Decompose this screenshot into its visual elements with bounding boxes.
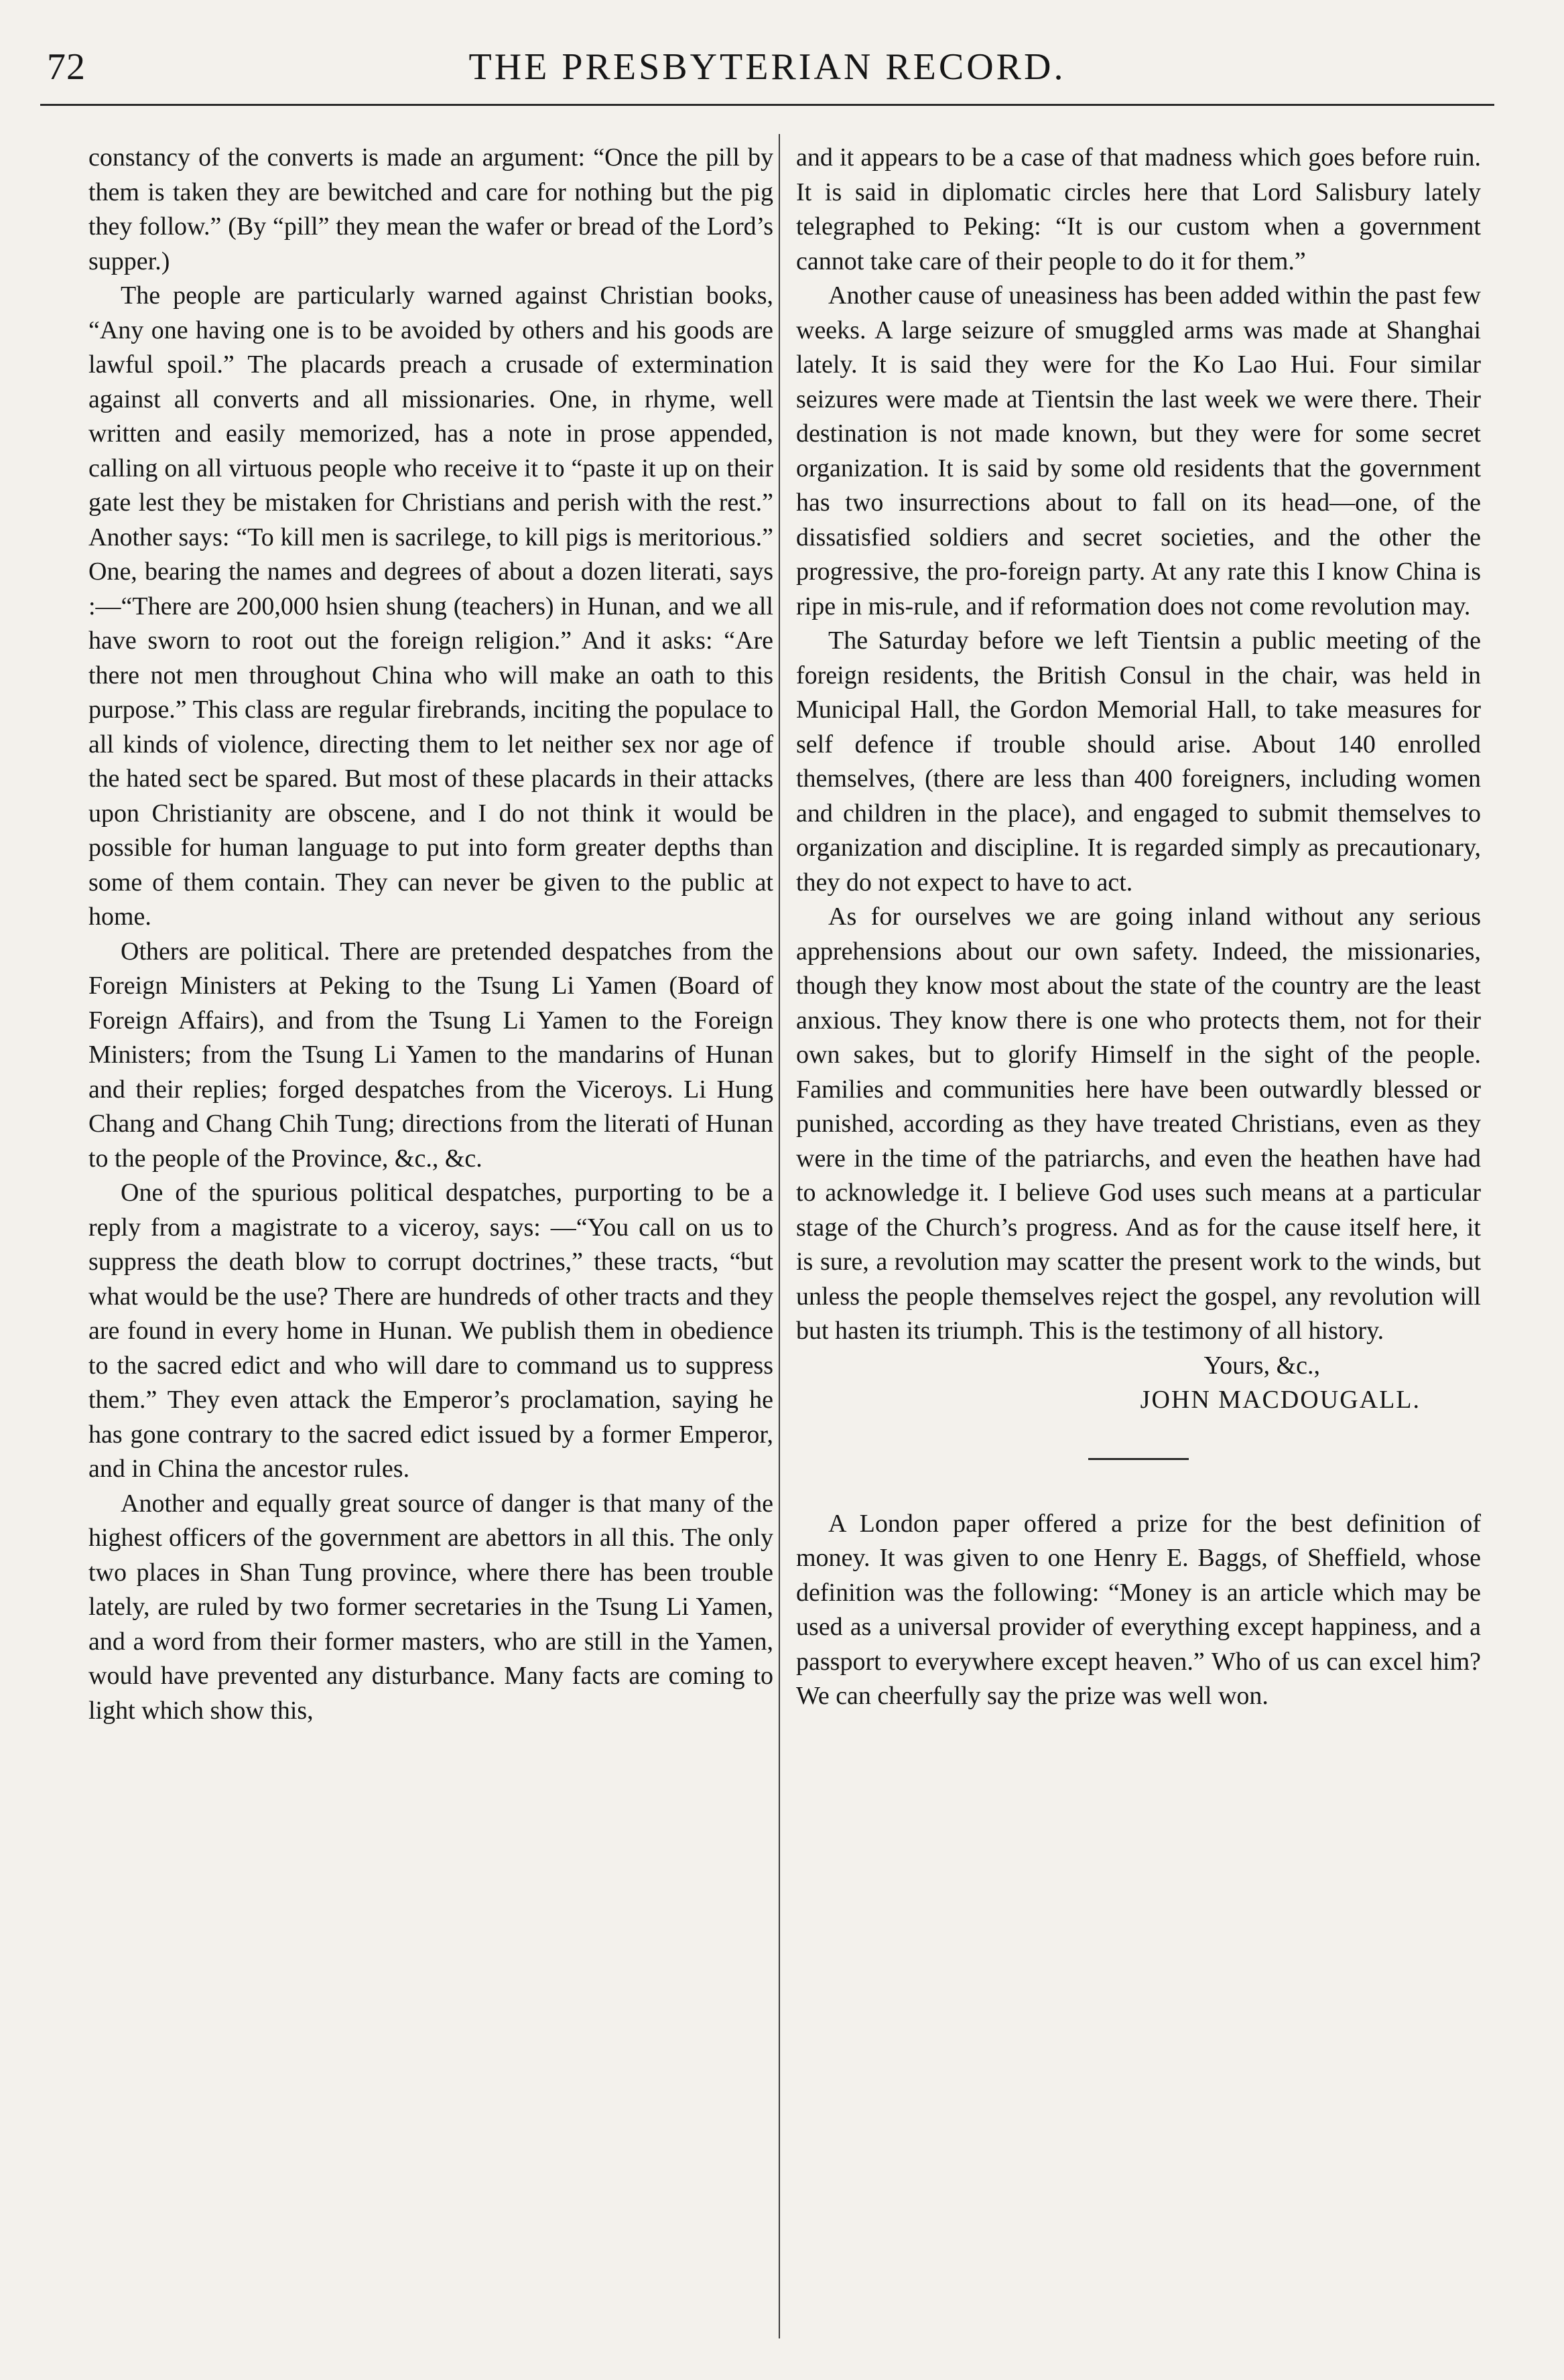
money-definition-note: A London paper offered a prize for the best definition of money. It was given to one Henry E. Baggs, of Sheffield, whose definition was the following: “Money is an article which may be used as a universal provider of everything except happiness, and a passport to everywhere except heaven.” Who of us can excel him? We can cheerfully say the prize was well won. — [796, 1509, 1481, 1710]
paragraph: and it appears to be a case of that madness which goes before ruin. It is said in diplomatic circles here that Lord Salisbury lately telegraphed to Peking: “It is our custom when a government cannot take care of their people to do it for them.” — [796, 143, 1481, 275]
paragraph: Another cause of uneasiness has been added within the past few weeks. A large seizure of smuggled arms was made at Shanghai lately. It is said they were for the Ko Lao Hui. Four similar seizures were made at Tientsin the last week we were there. Their destination is not made known, but they were for some secret organization. It is said by some old residents that the government has two insurrections about to fall on its head—one, of the dissatisfied soldiers and secret societies, and the other the progressive, the pro-foreign party. At any rate this I know China is ripe in mis-rule, and if reformation does not come revolution may. — [796, 281, 1481, 620]
right-column — [796, 141, 1481, 1714]
paragraph: The people are particularly warned against Christian books, “Any one having one is to be avoided by others and his goods are lawful spoil.” The placards preach a crusade of extermination against all converts and all missionaries. One, in rhyme, well written and easily memorized, has a note in prose appended, calling on all virtuous people who receive it to “paste it up on their gate lest they be mistaken for Christians and perish with the rest.” Another says: “To kill men is sacrilege, to kill pigs is meritorious.” One, bearing the names and degrees of about a dozen literati, says :—“There are 200,000 hsien shung (teachers) in Hunan, and we all have sworn to root out the foreign religion.” And it asks: “Are there not men throughout China who will make an oath to this purpose.” This class are regular firebrands, inciting the populace to all kinds of violence, directing them to let neither sex nor age of the hated sect be spared. But most of these placards in their attacks upon Christianity are obscene, and I do not think it would be possible for human language to put into form greater depths than some of them contain. They can never be given to the public at home. — [88, 281, 773, 931]
left-column — [88, 141, 773, 1728]
header-rule — [40, 104, 1494, 106]
letter-signature: JOHN MACDOUGALL. — [1140, 1386, 1421, 1414]
column-divider — [779, 134, 780, 2338]
paragraph: constancy of the converts is made an argument: “Once the pill by them is taken they are bewitched and care for nothing but the pig they follow.” (By “pill” they mean the wafer or bread of the Lord’s supper.) — [88, 143, 773, 275]
section-divider — [1088, 1458, 1189, 1460]
paragraph: One of the spurious political despatches, purporting to be a reply from a magistrate to a viceroy, says: —“You call on us to suppress the death blow to corrupt doctrines,” these tracts, “but what would be the use? There are hundreds of other tracts and they are found in every home in Hunan. We publish them in obedience to the sacred edict and who will dare to command us to suppress them.” They even attack the Emperor’s proclamation, saying he has gone contrary to the sacred edict issued by a former Emperor, and in China the ancestor rules. — [88, 1179, 773, 1483]
journal-title: THE PRESBYTERIAN RECORD. — [468, 46, 1066, 88]
paragraph: Another and equally great source of danger is that many of the highest officers of the government are abettors in all this. The only two places in Shan Tung province, where there has been trouble lately, are ruled by two former secretaries in the Tsung Li Yamen, and a word from their former masters, who are still in the Yamen, would have prevented any disturbance. Many facts are coming to light which show this, — [88, 1489, 773, 1725]
page-number: 72 — [47, 46, 86, 88]
page-header — [40, 27, 1494, 101]
letter-closing: Yours, &c., — [1203, 1351, 1320, 1380]
paragraph: Others are political. There are pretended despatches from the Foreign Ministers at Peking to the Tsung Li Yamen (Board of Foreign Affairs), and from the Tsung Li Yamen to the Foreign Ministers; from the Tsung Li Yamen to the mandarins of Hunan and their replies; forged despatches from the Viceroys. Li Hung Chang and Chang Chih Tung; directions from the literati of Hunan to the people of the Province, &c., &c. — [88, 937, 773, 1173]
paragraph: The Saturday before we left Tientsin a public meeting of the foreign residents, the British Consul in the chair, was held in Municipal Hall, the Gordon Memorial Hall, to take measures for self defence if trouble should arise. About 140 enrolled themselves, (there are less than 400 foreigners, including women and children in the place), and engaged to submit themselves to organization and discipline. It is regarded simply as precautionary, they do not expect to have to act. — [796, 626, 1481, 897]
paragraph: As for ourselves we are going inland without any serious apprehensions about our own safety. Indeed, the missionaries, though they know most about the state of the country are the least anxious. They know there is one who protects them, not for their own sakes, but to glorify Himself in the sight of the people. Families and communities here have been outwardly blessed or punished, according as they have treated Christians, even as they were in the time of the patriarchs, and even the heathen have had to acknowledge it. I believe God uses such means at a particular stage of the Church’s progress. And as for the cause itself here, it is sure, a revolution may scatter the present work to the winds, but unless the people themselves reject the gospel, any revolution will but hasten its triumph. This is the testimony of all history. — [796, 903, 1481, 1345]
